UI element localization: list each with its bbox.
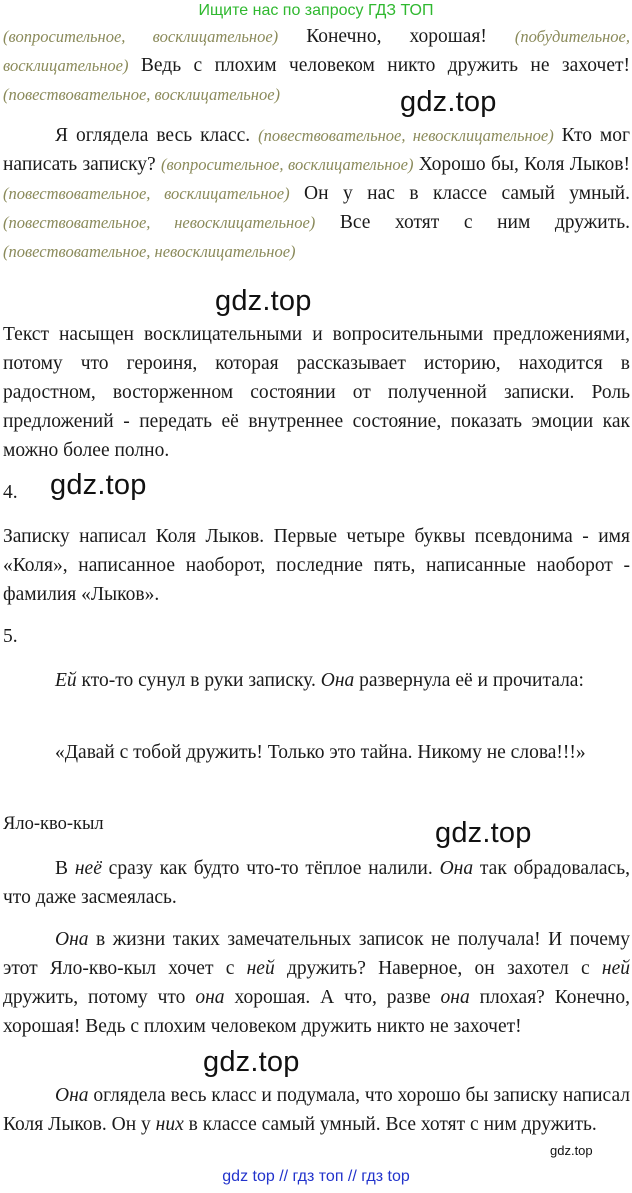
watermark: gdz.top [215, 285, 312, 317]
paragraph-9 [3, 1081, 630, 1139]
text: В [55, 858, 75, 879]
italic-pronoun: Она [439, 858, 474, 879]
text: в классе самый умный. Все хотят с ним дружить. [183, 1114, 597, 1135]
paragraph-1 [3, 22, 630, 109]
text: в жизни таких замечательных записок не получала! И почему этот Яло-кво-кыл хочет с [3, 929, 630, 979]
footer-links[interactable]: gdz top // гдз топ // гдз top [222, 1168, 410, 1185]
watermark: gdz.top [435, 817, 532, 849]
italic-pronoun: ней [601, 958, 630, 979]
text: так обрадовалась, что даже засмеялась. [3, 858, 630, 908]
text: плохая? Конечно, хорошая! Ведь с плохим человеком дружить никто не захочет! [3, 987, 630, 1037]
italic-pronoun: она [195, 987, 225, 1008]
text: оглядела весь класс и подумала, что хорошо бы записку написал Коля Лыков. Он у [3, 1085, 631, 1135]
grammar-note: (повествовательное, невосклицательное) [258, 126, 554, 145]
grammar-note: (побудительное, восклицательное) [3, 27, 630, 75]
search-hint-link[interactable]: Ищите нас по запросу ГДЗ ТОП [198, 2, 434, 19]
paragraph-6: «Давай с тобой дружить! Только это тайна. Никому не слова!!!» [55, 742, 586, 763]
text: Он у нас в классе самый умный. [289, 183, 630, 204]
italic-pronoun: них [155, 1114, 184, 1135]
grammar-note: (повествовательное, невосклицательное) [3, 242, 296, 261]
text: Кто мог написать записку? [3, 125, 630, 175]
paragraph-5 [3, 666, 630, 695]
paragraph-3: Текст насыщен восклицательными и вопросительными предложениями, потому что героиня, которая рассказывает историю, находится в радостном, восторженном состоянии от полученной записки. Роль предложений - передать её внутреннее состояние, показать эмоции как можно более полно. [3, 324, 630, 461]
text: дружить, потому что [3, 987, 196, 1008]
paragraph-7 [3, 854, 630, 912]
text: Я оглядела весь класс. [55, 125, 259, 146]
text: Хорошо бы, Коля Лыков! [413, 154, 630, 175]
text: Ведь с плохим человеком никто дружить не захочет! [128, 55, 630, 76]
italic-pronoun: Она [55, 1085, 89, 1106]
italic-pronoun: ней [246, 958, 275, 979]
grammar-note: (повествовательное, восклицательное) [3, 184, 290, 203]
watermark: gdz.top [400, 86, 497, 118]
text: сразу как будто что-то тёплое налили. [101, 858, 440, 879]
text: Конечно, хорошая! [278, 26, 515, 47]
italic-pronoun: Она [55, 929, 89, 950]
watermark: gdz.top [203, 1046, 300, 1078]
watermark-small: gdz.top [550, 1143, 593, 1158]
grammar-note: (повествовательное, невосклицательное) [3, 213, 316, 232]
italic-pronoun: неё [74, 858, 102, 879]
watermark: gdz.top [50, 469, 147, 501]
paragraph-2 [3, 121, 630, 266]
text: кто-то сунул в руки записку. [76, 670, 321, 691]
paragraph-8 [3, 925, 630, 1041]
text: дружить? Наверное, он захотел с [274, 958, 602, 979]
text: Все хотят с ним дружить. [315, 212, 630, 233]
note-signature: Яло-кво-кыл [3, 814, 104, 834]
paragraph-4: Записку написал Коля Лыков. Первые четыре буквы псевдонима - имя «Коля», написанное наоборот, последние пять, написанные наоборот - фамилия «Лыков». [3, 526, 630, 605]
italic-pronoun: Ей [55, 670, 77, 691]
grammar-note: (вопросительное, восклицательное) [3, 27, 279, 46]
grammar-note: (вопросительное, восклицательное) [161, 155, 414, 174]
italic-pronoun: она [440, 987, 470, 1008]
text: хорошая. А что, разве [224, 987, 441, 1008]
item-number-4: 4. [3, 482, 18, 503]
text: развернула её и прочитала: [354, 670, 584, 691]
grammar-note: (повествовательное, восклицательное) [3, 85, 281, 104]
italic-pronoun: Она [320, 670, 355, 691]
item-number-5: 5. [3, 626, 18, 647]
